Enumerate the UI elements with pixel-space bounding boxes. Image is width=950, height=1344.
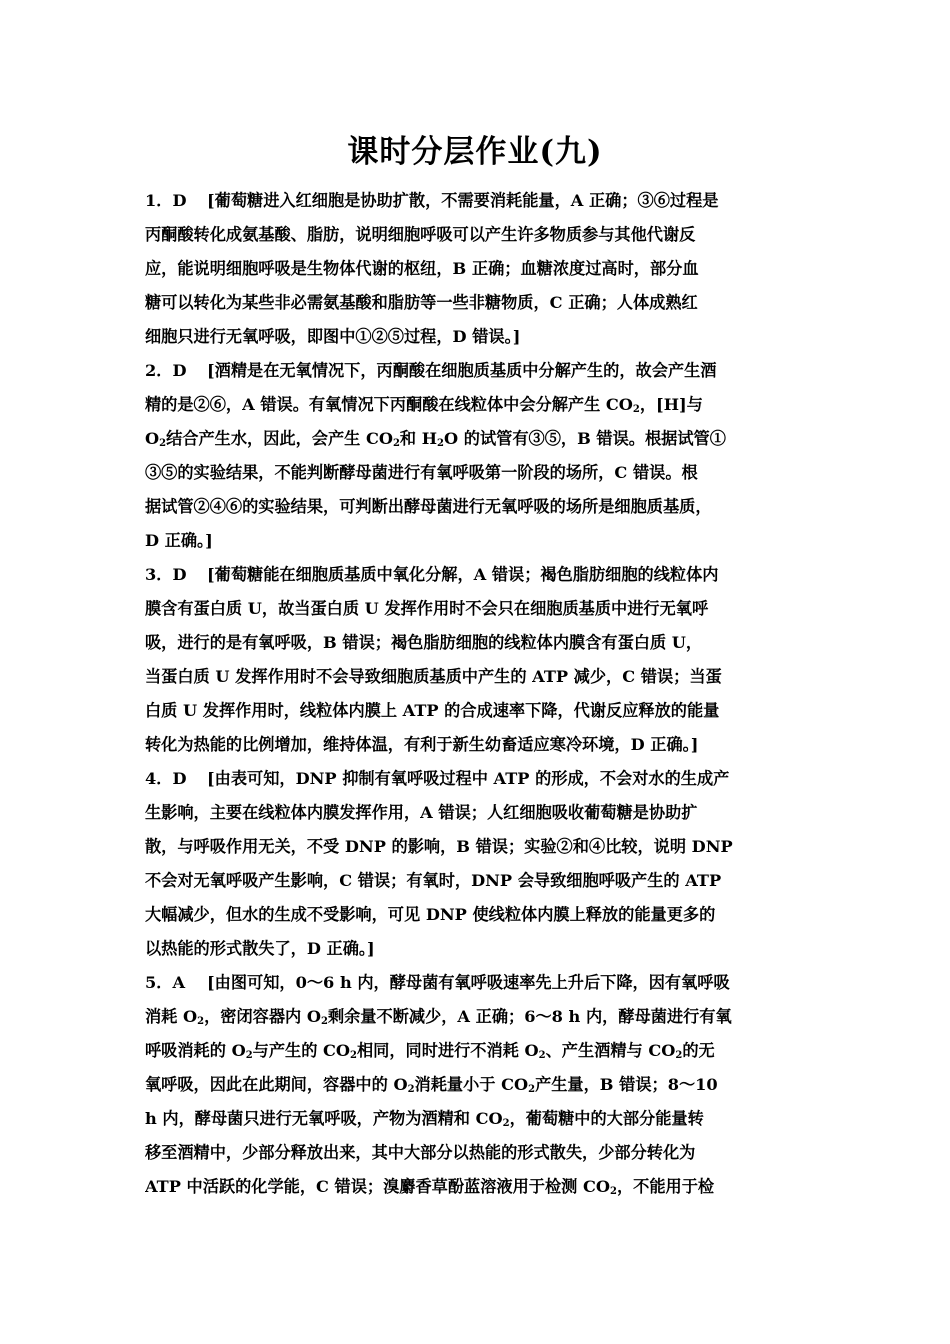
- answer-line: [145, 1102, 817, 1136]
- answer-line: [145, 1170, 817, 1204]
- answer-list: [145, 184, 817, 1204]
- answer-text: 膜含有蛋白质 U，故当蛋白质 U 发挥作用时不会只在细胞质基质中进行无氧呼: [145, 599, 709, 618]
- answer-line: [145, 422, 817, 456]
- answer-line: [145, 796, 817, 830]
- answer-line: [145, 830, 817, 864]
- answer-text: 以热能的形式散失了，D 正确。]: [145, 939, 375, 958]
- answer-text: [酒精是在无氧情况下，丙酮酸在细胞质基质中分解产生的，故会产生酒: [207, 361, 717, 380]
- answer-text: 散，与呼吸作用无关，不受 DNP 的影响，B 错误；实验②和④比较，说明 DNP: [145, 837, 733, 856]
- answer-text: h 内，酵母菌只进行无氧呼吸，产物为酒精和 $CO_2$，葡萄糖中的大部分能量转: [145, 1109, 704, 1129]
- answer-text: $O_2$结合产生水，因此，会产生 $CO_2$和 $H_2O$ 的试管有③⑤，B 错误。根据试管①: [145, 429, 726, 449]
- answer-line: [145, 218, 817, 252]
- answer-text: [由表可知，DNP 抑制有氧呼吸过程中 ATP 的形成，不会对水的生成产: [207, 769, 730, 788]
- answer-item: [145, 762, 817, 966]
- answer-text: 应，能说明细胞呼吸是生物体代谢的枢纽，B 正确；血糖浓度过高时，部分血: [145, 259, 699, 278]
- answer-line: [145, 932, 817, 966]
- answer-text: ATP 中活跃的化学能，C 错误；溴麝香草酚蓝溶液用于检测 $CO_2$，不能用于检: [145, 1177, 715, 1197]
- answer-line: [145, 1034, 817, 1068]
- answer-text: 吸，进行的是有氧呼吸，B 错误；褐色脂肪细胞的线粒体内膜含有蛋白质 U，: [145, 633, 703, 652]
- answer-line: [145, 1000, 817, 1034]
- answer-line: [145, 524, 817, 558]
- answer-text: 精的是②⑥，A 错误。有氧情况下丙酮酸在线粒体中会分解产生 $CO_2$，[H]与: [145, 395, 703, 415]
- answer-number: 4．D: [145, 769, 187, 788]
- answer-text: 氧呼吸，因此在此期间，容器中的 $O_2$消耗量小于 $CO_2$产生量，B 错误；8～10: [145, 1075, 718, 1095]
- answer-item: [145, 354, 817, 558]
- answer-text: [由图可知，0～6 h 内，酵母菌有氧呼吸速率先上升后下降，因有氧呼吸: [207, 973, 730, 992]
- answer-line: [145, 456, 817, 490]
- answer-line: [145, 694, 817, 728]
- answer-line: [145, 592, 817, 626]
- answer-text: 糖可以转化为某些非必需氨基酸和脂肪等一些非糖物质，C 正确；人体成熟红: [145, 293, 698, 312]
- answer-item: [145, 558, 817, 762]
- answer-item: [145, 184, 817, 354]
- answer-text: 当蛋白质 U 发挥作用时不会导致细胞质基质中产生的 ATP 减少，C 错误；当蛋: [145, 667, 722, 686]
- answer-number: 1．D: [145, 191, 187, 210]
- answer-text: 转化为热能的比例增加，维持体温，有利于新生幼畜适应寒冷环境，D 正确。]: [145, 735, 699, 754]
- answer-line: [145, 558, 817, 592]
- answer-text: 呼吸消耗的 $O_2$与产生的 $CO_2$相同，同时进行不消耗 $O_2$、产生酒精与 $CO_2$的无: [145, 1041, 715, 1061]
- answer-text: 生影响，主要在线粒体内膜发挥作用，A 错误；人红细胞吸收葡萄糖是协助扩: [145, 803, 698, 822]
- answer-text: 大幅减少，但水的生成不受影响，可见 DNP 使线粒体内膜上释放的能量更多的: [145, 905, 716, 924]
- answer-text: [葡萄糖进入红细胞是协助扩散，不需要消耗能量，A 正确；③⑥过程是: [207, 191, 719, 210]
- answer-line: [145, 762, 817, 796]
- answer-number: 5．A: [145, 973, 186, 992]
- answer-line: [145, 728, 817, 762]
- answer-line: [145, 864, 817, 898]
- answer-line: [145, 660, 817, 694]
- answer-text: ③⑤的实验结果，不能判断酵母菌进行有氧呼吸第一阶段的场所，C 错误。根: [145, 463, 698, 482]
- answer-line: [145, 354, 817, 388]
- answer-text: 移至酒精中，少部分释放出来，其中大部分以热能的形式散失，少部分转化为: [145, 1143, 696, 1162]
- answer-line: [145, 490, 817, 524]
- answer-line: [145, 388, 817, 422]
- answer-text: 不会对无氧呼吸产生影响，C 错误；有氧时，DNP 会导致细胞呼吸产生的 ATP: [145, 871, 722, 890]
- answer-line: [145, 966, 817, 1000]
- answer-line: [145, 1068, 817, 1102]
- answer-line: [145, 1136, 817, 1170]
- answer-number: 2．D: [145, 361, 187, 380]
- answer-line: [145, 626, 817, 660]
- answer-text: 消耗 $O_2$，密闭容器内 $O_2$剩余量不断减少，A 正确；6～8 h 内，酵母菌进行有氧: [145, 1007, 732, 1027]
- answer-text: 白质 U 发挥作用时，线粒体内膜上 ATP 的合成速率下降，代谢反应释放的能量: [145, 701, 720, 720]
- answer-number: 3．D: [145, 565, 187, 584]
- answer-text: 据试管②④⑥的实验结果，可判断出酵母菌进行无氧呼吸的场所是细胞质基质，: [145, 497, 712, 516]
- answer-line: [145, 320, 817, 354]
- answer-line: [145, 286, 817, 320]
- answer-text: D 正确。]: [145, 531, 213, 550]
- answer-text: 细胞只进行无氧呼吸，即图中①②⑤过程，D 错误。]: [145, 327, 521, 346]
- answer-line: [145, 252, 817, 286]
- answer-text: 丙酮酸转化成氨基酸、脂肪，说明细胞呼吸可以产生许多物质参与其他代谢反: [145, 225, 696, 244]
- page-title: 课时分层作业(九): [347, 134, 603, 170]
- answer-line: [145, 184, 817, 218]
- answer-item: [145, 966, 817, 1204]
- answer-text: [葡萄糖能在细胞质基质中氧化分解，A 错误；褐色脂肪细胞的线粒体内: [207, 565, 719, 584]
- answer-line: [145, 898, 817, 932]
